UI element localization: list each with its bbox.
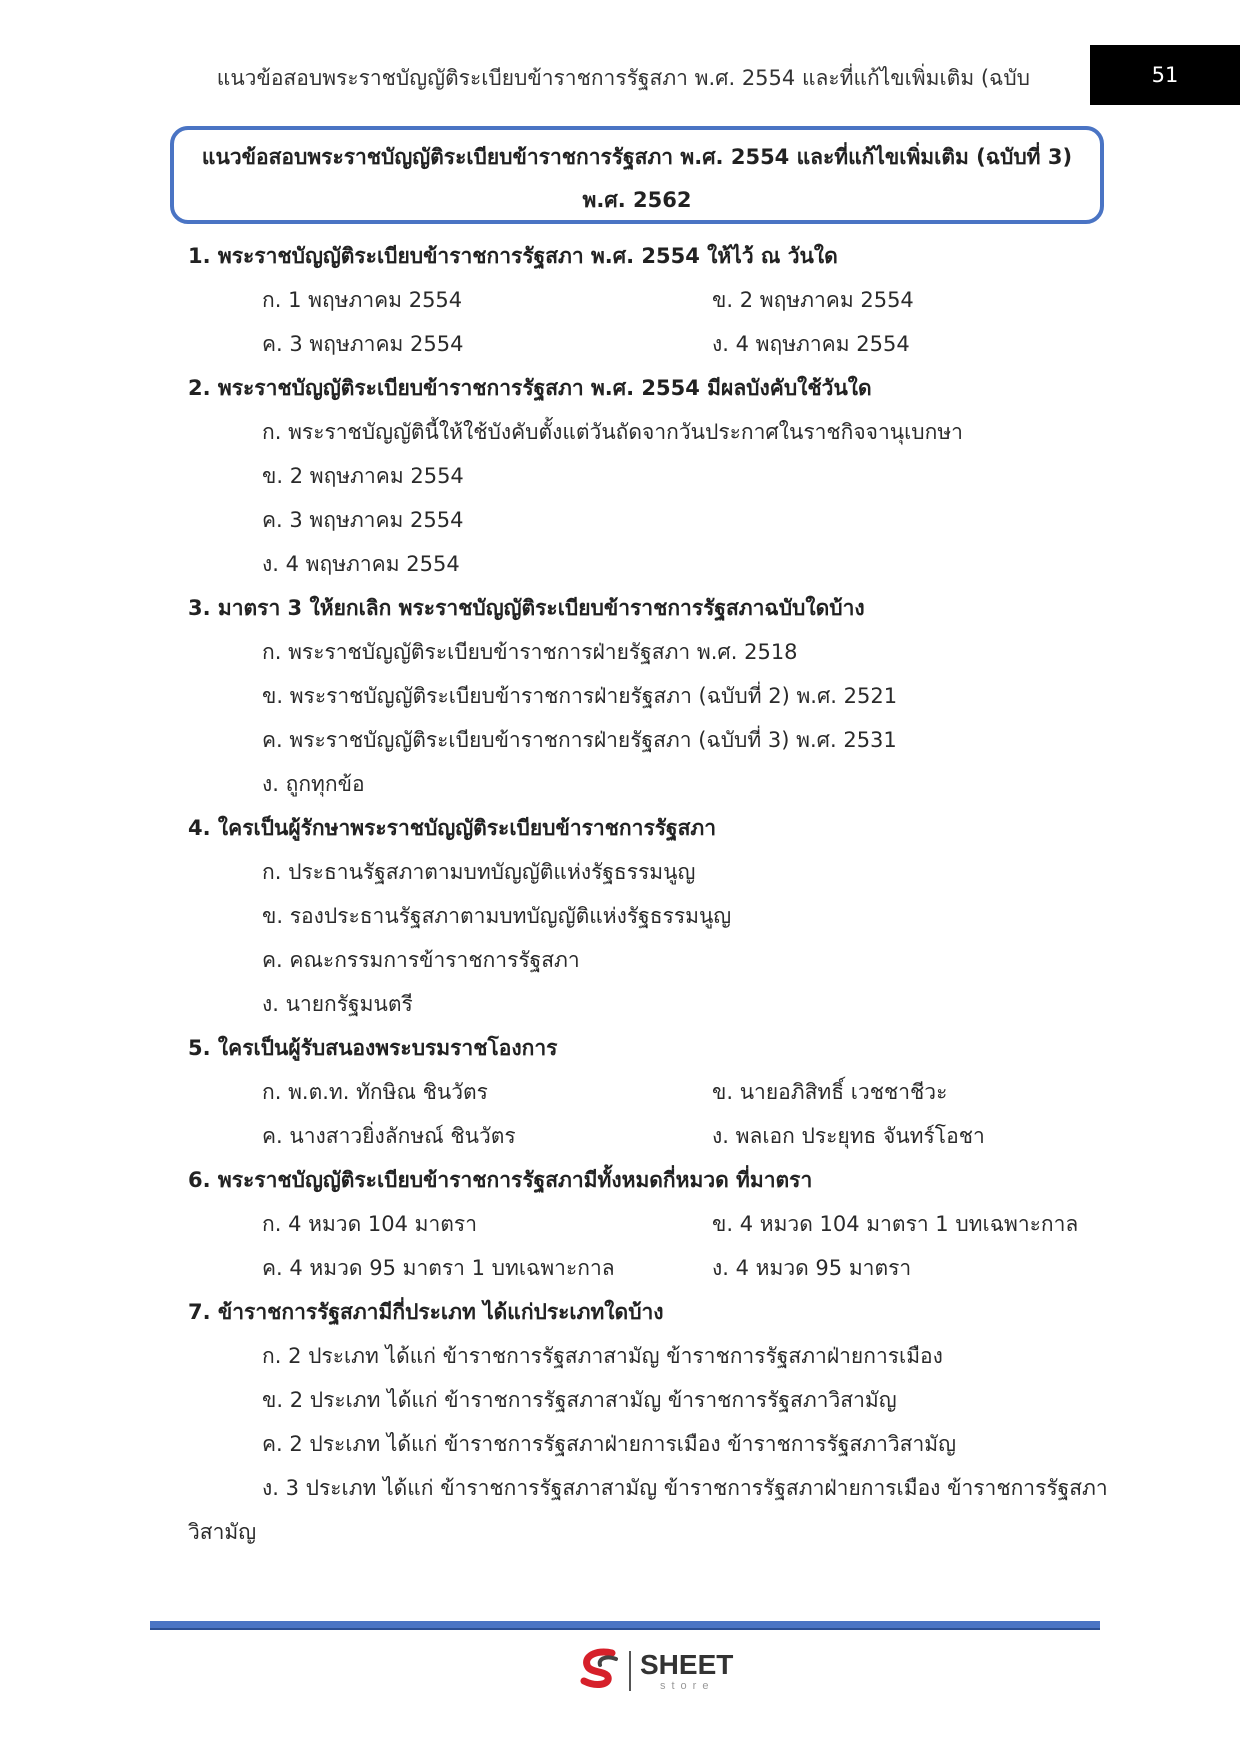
page-number-tab: 51 [1090, 45, 1240, 105]
question-7: 7. ข้าราชการรัฐสภามีกี่ประเภท ได้แก่ประเภทใดบ้าง [188, 1300, 664, 1324]
question-3: 3. มาตรา 3 ให้ยกเลิก พระราชบัญญัติระเบียบข้าราชการรัฐสภาฉบับใดบ้าง [188, 596, 865, 620]
option-2b: ข. 2 พฤษภาคม 2554 [262, 464, 464, 488]
option-1d: ง. 4 พฤษภาคม 2554 [712, 332, 910, 356]
option-2c: ค. 3 พฤษภาคม 2554 [262, 508, 464, 532]
option-1a: ก. 1 พฤษภาคม 2554 [262, 288, 463, 312]
option-6c: ค. 4 หมวด 95 มาตรา 1 บทเฉพาะกาล [262, 1256, 615, 1280]
option-4d: ง. นายกรัฐมนตรี [262, 992, 413, 1016]
running-title: แนวข้อสอบพระราชบัญญัติระเบียบข้าราชการรัฐสภา พ.ศ. 2554 และที่แก้ไขเพิ่มเติม (ฉบับ [216, 66, 1030, 90]
logo-subtext: store [660, 1680, 715, 1692]
option-3c: ค. พระราชบัญญัติระเบียบข้าราชการฝ่ายรัฐสภา (ฉบับที่ 3) พ.ศ. 2531 [262, 728, 897, 752]
option-2a: ก. พระราชบัญญัตินี้ให้ใช้บังคับตั้งแต่วันถัดจากวันประกาศในราชกิจจานุเบกษา [262, 420, 963, 444]
option-5a: ก. พ.ต.ท. ทักษิณ ชินวัตร [262, 1080, 488, 1104]
option-6a: ก. 4 หมวด 104 มาตรา [262, 1212, 477, 1236]
option-7a: ก. 2 ประเภท ได้แก่ ข้าราชการรัฐสภาสามัญ ข้าราชการรัฐสภาฝ่ายการเมือง [262, 1344, 943, 1368]
option-1c: ค. 3 พฤษภาคม 2554 [262, 332, 464, 356]
option-5d: ง. พลเอก ประยุทธ จันทร์โอชา [712, 1124, 985, 1148]
option-7b: ข. 2 ประเภท ได้แก่ ข้าราชการรัฐสภาสามัญ ข้าราชการรัฐสภาวิสามัญ [262, 1388, 897, 1412]
option-3a: ก. พระราชบัญญัติระเบียบข้าราชการฝ่ายรัฐสภา พ.ศ. 2518 [262, 640, 798, 664]
footer-rule [150, 1621, 1100, 1630]
option-7d-continued: วิสามัญ [188, 1520, 257, 1544]
option-2d: ง. 4 พฤษภาคม 2554 [262, 552, 460, 576]
option-7c: ค. 2 ประเภท ได้แก่ ข้าราชการรัฐสภาฝ่ายการเมือง ข้าราชการรัฐสภาวิสามัญ [262, 1432, 957, 1456]
question-2: 2. พระราชบัญญัติระเบียบข้าราชการรัฐสภา พ.ศ. 2554 มีผลบังคับใช้วันใด [188, 376, 872, 400]
question-6: 6. พระราชบัญญัติระเบียบข้าราชการรัฐสภามีทั้งหมดกี่หมวด ที่มาตรา [188, 1168, 813, 1192]
question-4: 4. ใครเป็นผู้รักษาพระราชบัญญัติระเบียบข้าราชการรัฐสภา [188, 816, 717, 840]
question-5: 5. ใครเป็นผู้รับสนองพระบรมราชโองการ [188, 1036, 558, 1060]
title-line-2: พ.ศ. 2562 [582, 188, 692, 212]
option-3b: ข. พระราชบัญญัติระเบียบข้าราชการฝ่ายรัฐสภา (ฉบับที่ 2) พ.ศ. 2521 [262, 684, 898, 708]
option-6d: ง. 4 หมวด 95 มาตรา [712, 1256, 912, 1280]
title-box [170, 126, 1104, 224]
option-4b: ข. รองประธานรัฐสภาตามบทบัญญัติแห่งรัฐธรรมนูญ [262, 904, 732, 928]
option-3d: ง. ถูกทุกข้อ [262, 772, 365, 796]
option-7d: ง. 3 ประเภท ได้แก่ ข้าราชการรัฐสภาสามัญ ข้าราชการรัฐสภาฝ่ายการเมือง ข้าราชการรัฐสภา [262, 1476, 1108, 1500]
option-4a: ก. ประธานรัฐสภาตามบทบัญญัติแห่งรัฐธรรมนูญ [262, 860, 696, 884]
option-5b: ข. นายอภิสิทธิ์ เวชชาชีวะ [712, 1080, 948, 1104]
question-1: 1. พระราชบัญญัติระเบียบข้าราชการรัฐสภา พ.ศ. 2554 ให้ไว้ ณ วันใด [188, 244, 838, 268]
option-1b: ข. 2 พฤษภาคม 2554 [712, 288, 914, 312]
logo-wordmark: SHEET [640, 1649, 734, 1680]
option-6b: ข. 4 หมวด 104 มาตรา 1 บทเฉพาะกาล [712, 1212, 1079, 1236]
option-5c: ค. นางสาวยิ่งลักษณ์ ชินวัตร [262, 1124, 516, 1148]
option-4c: ค. คณะกรรมการข้าราชการรัฐสภา [262, 948, 580, 972]
title-line-1: แนวข้อสอบพระราชบัญญัติระเบียบข้าราชการรัฐสภา พ.ศ. 2554 และที่แก้ไขเพิ่มเติม (ฉบับที่ 3) [201, 145, 1073, 169]
